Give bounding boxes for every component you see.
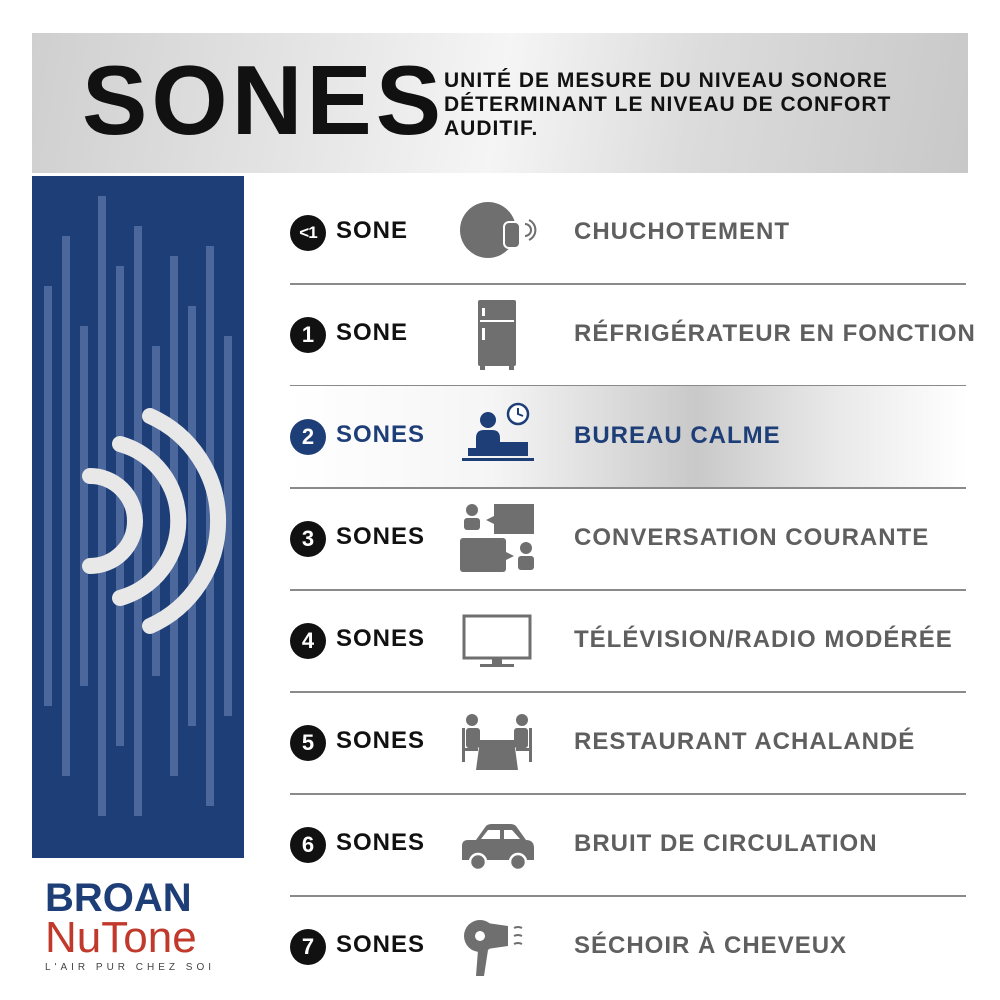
sone-description: CONVERSATION COURANTE [574, 524, 930, 551]
sone-badge: 2 [290, 419, 326, 455]
television-icon [458, 602, 538, 678]
sone-description: BRUIT DE CIRCULATION [574, 830, 878, 857]
header-banner [32, 33, 968, 173]
sone-row-television [290, 590, 966, 693]
sone-level: SONES [336, 829, 426, 856]
sone-row-office [290, 386, 966, 489]
sone-level: SONE [336, 319, 409, 346]
sone-row-hair-dryer [290, 896, 966, 997]
car-icon [458, 806, 538, 882]
whisper-icon [458, 194, 538, 270]
sone-description: RÉFRIGÉRATEUR EN FONCTION [574, 320, 976, 347]
sone-level: SONE [336, 217, 409, 244]
sone-level: SONES [336, 421, 426, 448]
sone-description: TÉLÉVISION/RADIO MODÉRÉE [574, 626, 953, 653]
sone-badge: 3 [290, 521, 326, 557]
page-title: SONES [82, 45, 446, 155]
sone-description: RESTAURANT ACHALANDÉ [574, 728, 916, 755]
page-subtitle: UNITÉ DE MESURE DU NIVEAU SONORE DÉTERMINANT LE NIVEAU DE CONFORT AUDITIF. [444, 69, 892, 140]
sound-wave-panel [32, 176, 244, 858]
sone-description: SÉCHOIR À CHEVEUX [574, 932, 848, 959]
conversation-icon [458, 500, 538, 576]
sone-level: SONES [336, 931, 426, 958]
logo-tagline: L'AIR PUR CHEZ SOI [45, 962, 216, 973]
sone-level: SONES [336, 625, 426, 652]
sone-badge: 6 [290, 827, 326, 863]
sone-row-whisper [290, 182, 966, 285]
broan-nutone-logo [45, 878, 235, 973]
sone-description: CHUCHOTEMENT [574, 218, 790, 245]
refrigerator-icon [458, 296, 538, 372]
sone-badge: <1 [290, 215, 326, 251]
sone-badge: 7 [290, 929, 326, 965]
sone-badge: 5 [290, 725, 326, 761]
sone-level: SONES [336, 727, 426, 754]
sone-level: SONES [336, 523, 426, 550]
sone-badge: 1 [290, 317, 326, 353]
restaurant-icon [458, 704, 538, 780]
sone-row-conversation [290, 488, 966, 591]
office-icon [458, 398, 538, 474]
sone-badge: 4 [290, 623, 326, 659]
sone-description: BUREAU CALME [574, 422, 781, 449]
sound-wave-icon [32, 176, 244, 858]
logo-nutone: NuTone [45, 913, 197, 962]
sone-row-refrigerator [290, 284, 976, 387]
sone-row-restaurant [290, 692, 966, 795]
logo-broan: BROAN [45, 876, 192, 920]
sone-row-traffic [290, 794, 966, 897]
hair-dryer-icon [458, 908, 538, 984]
